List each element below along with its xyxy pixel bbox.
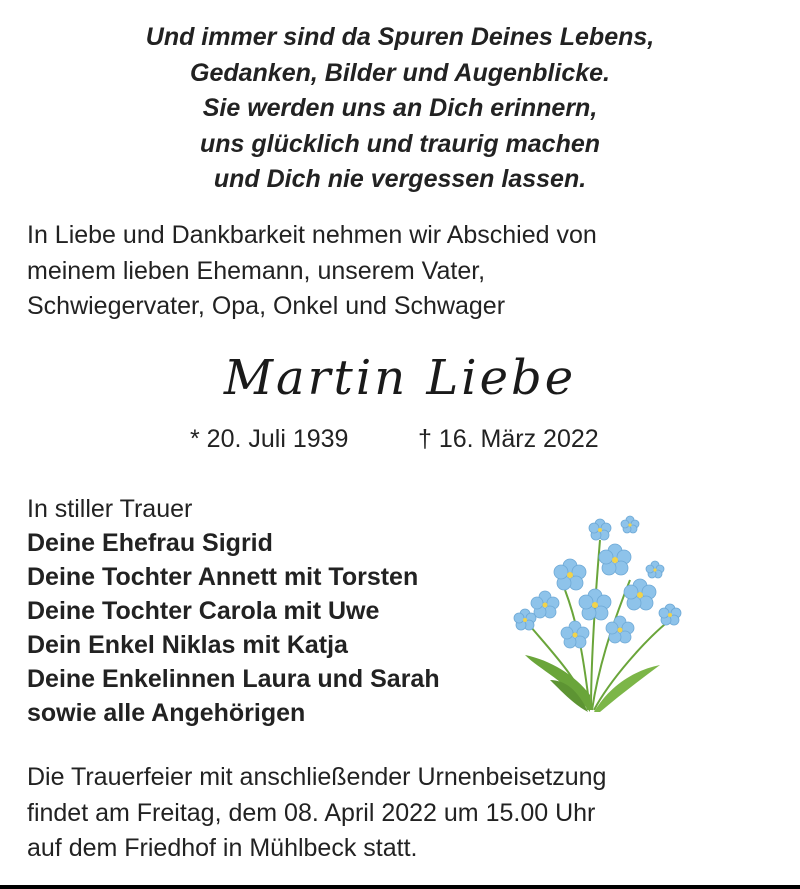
mourner: Dein Enkel Niklas mit Katja xyxy=(27,631,348,659)
poem-line: und Dich nie vergessen lassen. xyxy=(213,165,587,193)
birth-date: * 20. Juli 1939 xyxy=(190,425,349,453)
mourners-heading: In stiller Trauer xyxy=(27,495,193,523)
mourner: Deine Ehefrau Sigrid xyxy=(27,529,273,557)
deceased-name: Martin Liebe xyxy=(223,350,577,406)
poem-line: Sie werden uns an Dich erinnern, xyxy=(202,94,598,122)
poem-line: uns glücklich und traurig machen xyxy=(199,129,601,158)
service-info xyxy=(27,760,777,867)
poem xyxy=(0,20,800,198)
intro-line: meinem lieben Ehemann, unserem Vater, xyxy=(27,256,486,285)
service-line: auf dem Friedhof in Mühlbeck statt. xyxy=(27,834,418,862)
mourner: sowie alle Angehörigen xyxy=(27,699,306,727)
service-line: findet am Freitag, dem 08. April 2022 um 15.00 Uhr xyxy=(27,798,596,827)
mourner: Deine Tochter Annett mit Torsten xyxy=(27,563,419,591)
poem-line: Gedanken, Bilder und Augenblicke. xyxy=(190,58,610,87)
death-date: † 16. März 2022 xyxy=(418,425,599,453)
forget-me-not-bouquet-icon xyxy=(470,480,720,720)
mourner: Deine Tochter Carola mit Uwe xyxy=(27,597,380,625)
mourner: Deine Enkelinnen Laura und Sarah xyxy=(27,665,440,693)
intro-line: Schwiegervater, Opa, Onkel und Schwager xyxy=(27,292,506,320)
intro-text xyxy=(27,218,777,325)
service-line: Die Trauerfeier mit anschließender Urnenbeisetzung xyxy=(27,763,607,791)
mourners-list xyxy=(27,492,497,730)
poem-line: Und immer sind da Spuren Deines Lebens, xyxy=(145,23,655,51)
intro-line: In Liebe und Dankbarkeit nehmen wir Abschied von xyxy=(27,221,597,249)
